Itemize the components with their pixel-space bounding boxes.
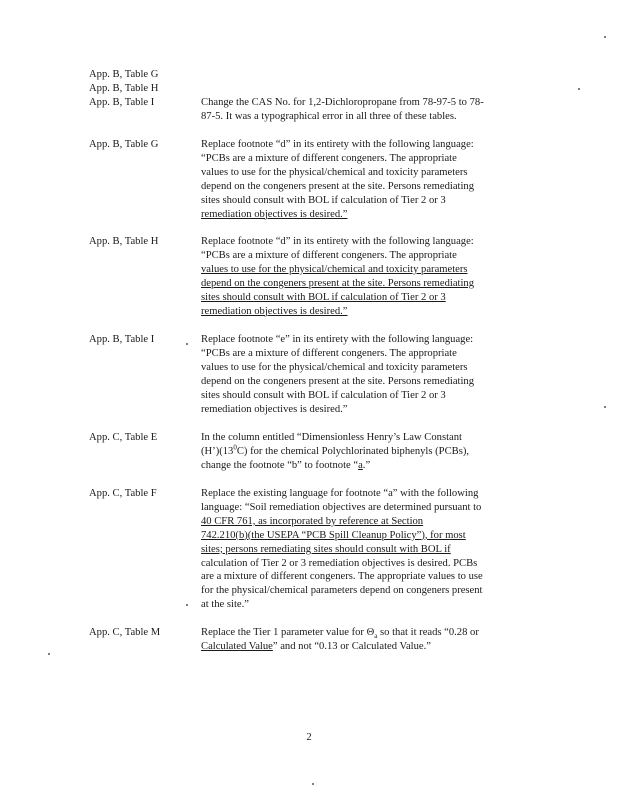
text-line <box>201 445 531 459</box>
text-line: remediation objectives is desired.” <box>201 403 348 415</box>
text-line <box>201 640 531 654</box>
amendment-text <box>201 96 531 124</box>
scan-speck <box>48 653 50 655</box>
scan-speck <box>604 36 606 38</box>
text-line: values to use for the physical/chemical and toxicity parameters <box>201 361 468 373</box>
amendment-text <box>201 333 531 416</box>
text-fragment: C) for the chemical Polychlorinated biphenyls (PCBs), <box>236 445 469 457</box>
text-line: language: “Soil remediation objectives are determined pursuant to <box>201 501 482 513</box>
scan-speck <box>186 343 188 345</box>
amendment-text <box>201 487 531 612</box>
superscript: 0 <box>233 443 237 452</box>
amendment-text <box>201 235 531 318</box>
text-line: sites should consult with BOL if calculation of Tier 2 or 3 <box>201 389 446 401</box>
text-fragment: (H’)(13 <box>201 445 234 457</box>
text-line <box>201 626 531 640</box>
text-line: depend on the congeners present at the site. Persons remediating <box>201 277 475 289</box>
scan-speck <box>604 406 606 408</box>
text-line: “PCBs are a mixture of different congeners. The appropriate <box>201 152 457 164</box>
scan-speck <box>578 88 580 90</box>
text-line: for the physical/chemical parameters depend on congeners present <box>201 585 483 597</box>
table-ref: App. C, Table F <box>89 488 157 499</box>
table-ref: App. B, Table I <box>89 334 155 345</box>
table-ref: App. B, Table H <box>89 82 159 94</box>
text-line: “PCBs are a mixture of different congeners. The appropriate <box>201 347 457 359</box>
text-line: “PCBs are a mixture of different congeners. The appropriate <box>201 249 457 261</box>
text-line: Replace footnote “d” in its entirety with the following language: <box>201 139 474 150</box>
header-ref-group <box>89 68 529 96</box>
table-ref: App. C, Table E <box>89 432 158 443</box>
amendment-text <box>201 431 531 473</box>
table-ref: App. C, Table M <box>89 627 161 638</box>
text-fragment: ” and not “0.13 or Calculated Value.” <box>272 640 431 652</box>
scan-speck <box>312 783 314 785</box>
table-ref: App. B, Table I <box>89 97 155 108</box>
text-line: 742.210(b)(the USEPA “PCB Spill Cleanup Policy”), for most <box>201 529 466 541</box>
text-line: remediation objectives is desired.” <box>201 208 348 220</box>
table-ref: App. B, Table H <box>89 236 159 247</box>
page-number: 2 <box>306 732 312 743</box>
text-line: In the column entitled “Dimensionless Henry’s Law Constant <box>201 432 462 443</box>
text-line: sites should consult with BOL if calculation of Tier 2 or 3 <box>201 194 446 206</box>
text-line: remediation objectives is desired.” <box>201 305 348 317</box>
text-line: Replace footnote “e” in its entirety with the following language: <box>201 334 474 345</box>
text-line: sites should consult with BOL if calculation of Tier 2 or 3 <box>201 291 446 303</box>
text-line: 87-5. It was a typographical error in all three of these tables. <box>201 110 457 122</box>
text-line: 40 CFR 761, as incorporated by reference at Section <box>201 515 424 527</box>
text-line: Replace the existing language for footnote “a” with the following <box>201 488 479 499</box>
text-fragment: .” <box>362 459 371 471</box>
amendment-text <box>201 626 531 654</box>
text-fragment: Replace the Tier 1 parameter value for Θ <box>201 627 375 638</box>
text-line: sites; persons remediating sites should consult with BOL if <box>201 543 451 555</box>
text-line <box>201 459 531 473</box>
text-line: calculation of Tier 2 or 3 remediation objectives is desired. PCBs <box>201 557 478 569</box>
text-fragment: a <box>358 459 363 471</box>
scan-speck <box>186 604 188 606</box>
text-fragment: change the footnote “b” to footnote “ <box>201 459 359 471</box>
text-line: values to use for the physical/chemical and toxicity parameters <box>201 263 468 275</box>
table-ref: App. B, Table G <box>89 69 159 80</box>
table-ref: App. B, Table G <box>89 139 159 150</box>
text-line: at the site.” <box>201 599 249 611</box>
subscript: a <box>374 632 378 641</box>
text-line: values to use for the physical/chemical and toxicity parameters <box>201 166 468 178</box>
text-fragment: so that it reads “0.28 or <box>377 627 479 638</box>
text-line: Change the CAS No. for 1,2-Dichloropropane from 78-97-5 to 78- <box>201 97 484 108</box>
text-line: are a mixture of different congeners. The appropriate values to use <box>201 571 483 583</box>
amendment-text <box>201 138 531 221</box>
text-line: depend on the congeners present at the site. Persons remediating <box>201 375 475 387</box>
text-line: depend on the congeners present at the site. Persons remediating <box>201 180 475 192</box>
text-line: Replace footnote “d” in its entirety with the following language: <box>201 236 474 247</box>
text-fragment: Calculated Value <box>201 640 273 652</box>
